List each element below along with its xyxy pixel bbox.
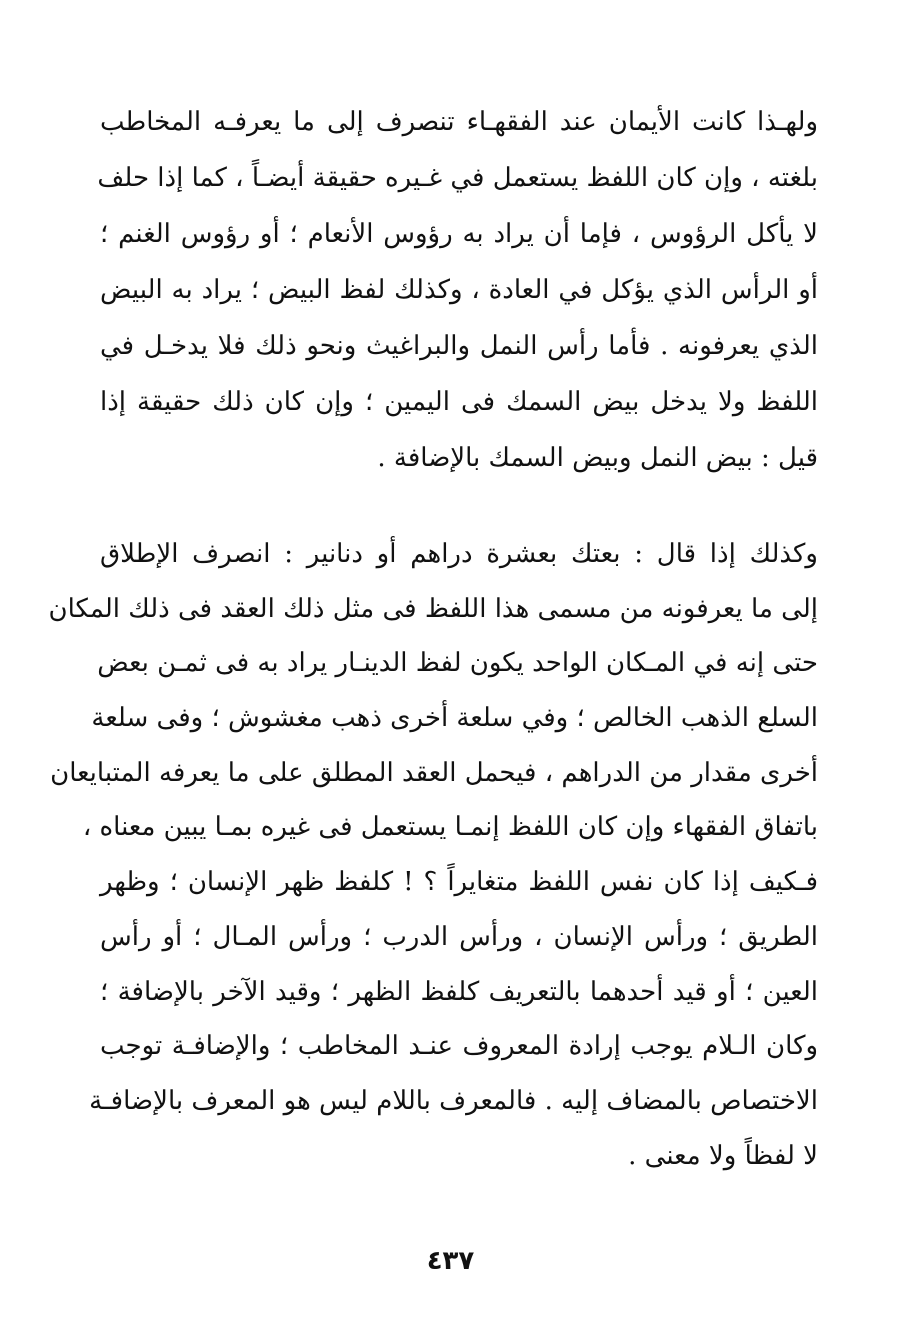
text-line: أخرى مقدار من الدراهم ، فيحمل العقد المطلق على ما يعرفه المتبايعان (50, 757, 818, 788)
text-line: أو الرأس الذي يؤكل في العادة ، وكذلك لفظ البيض ؛ يراد به البيض (100, 275, 818, 305)
paragraph-2 (48, 527, 818, 1183)
text-line: بلغته ، وإن كان اللفظ يستعمل في غـيره حقيقة أيضـاً ، كما إذا حلف (97, 163, 818, 193)
text-line: لا لفظاً ولا معنى . (628, 1140, 818, 1171)
text-line: لا يأكل الرؤوس ، فإما أن يراد به رؤوس الأنعام ؛ أو رؤوس الغنم ؛ (100, 219, 818, 249)
text-line: حتى إنه في المـكان الواحد يكون لفظ الدينـار يراد به فى ثمـن بعض (97, 648, 818, 679)
page-number: ٤٣٧ (426, 1246, 475, 1276)
text-line: العين ؛ أو قيد أحدهما بالتعريف كلفظ الظهر ؛ وقيد الآخر بالإضافة ؛ (100, 976, 818, 1007)
text-line: الطريق ؛ ورأس الإنسان ، ورأس الدرب ؛ ورأس المـال ؛ أو رأس (100, 921, 818, 952)
text-line: وكان الـلام يوجب إرادة المعروف عنـد المخاطب ؛ والإضافـة توجب (100, 1031, 818, 1062)
text-line: السلع الذهب الخالص ؛ وفي سلعة أخرى ذهب مغشوش ؛ وفى سلعة (91, 703, 818, 734)
text-line: قيل : بيض النمل وبيض السمك بالإضافة . (377, 443, 818, 473)
text-line: فـكيف إذا كان نفس اللفظ متغايراً ؟ ! كلفظ ظهر الإنسان ؛ وظهر (100, 867, 818, 898)
text-line: الاختصاص بالمضاف إليه . فالمعرف باللام ليس هو المعرف بالإضافـة (89, 1085, 818, 1116)
text-line: الذي يعرفونه . فأما رأس النمل والبراغيث ونحو ذلك فلا يدخـل في (100, 331, 818, 361)
paragraph-1 (97, 94, 818, 486)
text-line: اللفظ ولا يدخل بيض السمك فى اليمين ؛ وإن كان ذلك حقيقة إذا (100, 387, 818, 417)
text-line: وكذلك إذا قال : بعتك بعشرة دراهم أو دنانير : انصرف الإطلاق (100, 539, 818, 569)
text-line: ولهـذا كانت الأيمان عند الفقهـاء تنصرف إلى ما يعرفـه المخاطب (100, 107, 818, 137)
text-line: إلى ما يعرفونه من مسمى هذا اللفظ فى مثل ذلك العقد فى ذلك المكان (48, 593, 818, 624)
text-line: باتفاق الفقهاء وإن كان اللفظ إنمـا يستعمل فى غيره بمـا يبين معناه ، (82, 812, 818, 843)
